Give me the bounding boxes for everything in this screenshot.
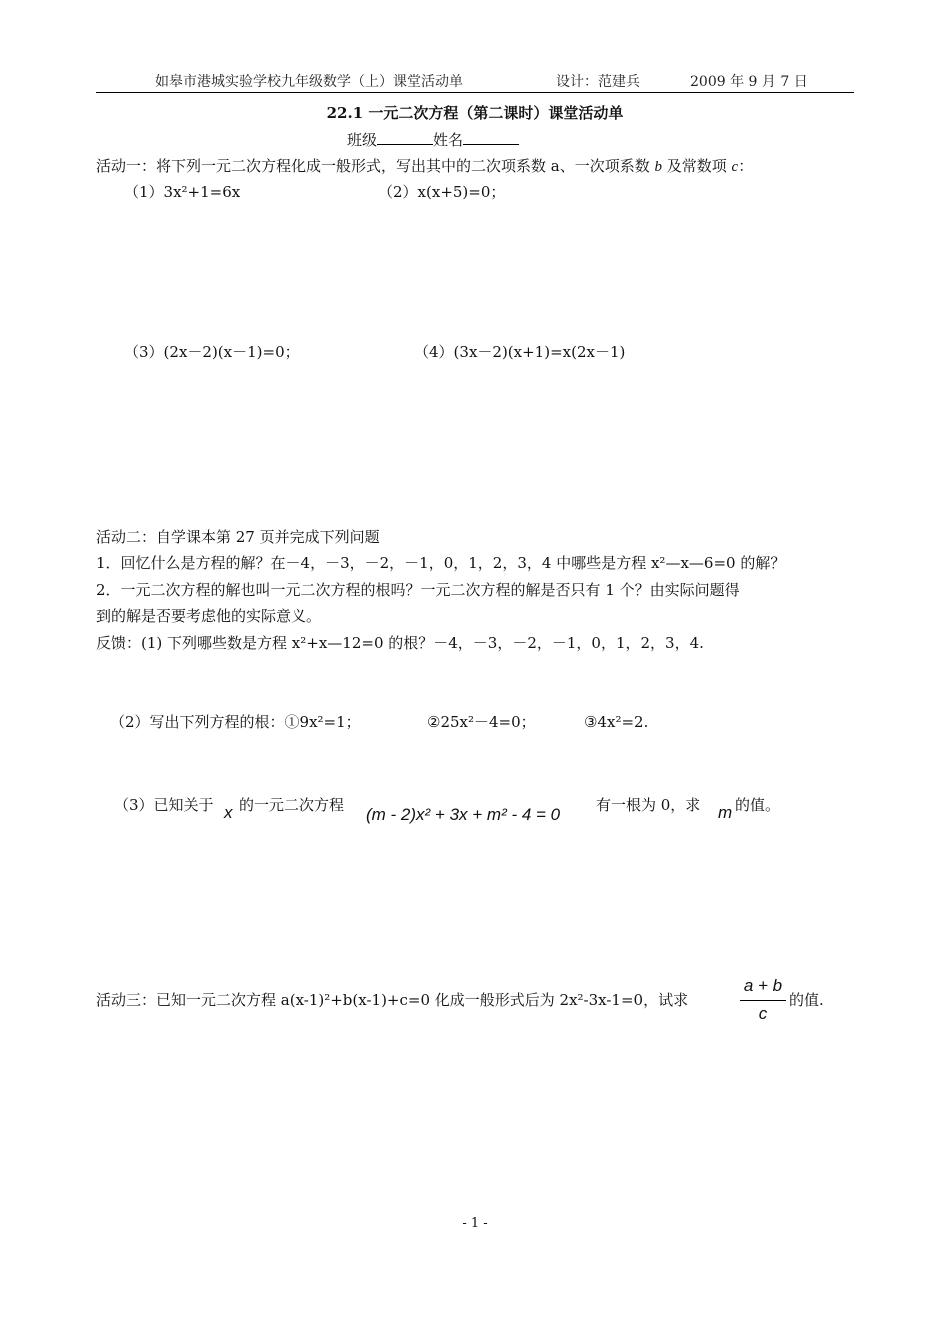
feedback-2-part-c: ③4x²=2. (584, 713, 649, 731)
feedback-3-var-x: x (224, 803, 233, 822)
fraction-denominator: c (758, 1004, 768, 1023)
class-blank (377, 130, 433, 145)
feedback-3-equation: (m - 2)x² + 3x + m² - 4 = 0 (366, 805, 561, 824)
activity1-prompt-text: 活动一：将下列一元二次方程化成一般形式，写出其中的二次项系数 a、一次项系数 (96, 157, 655, 175)
activity2-question-2-line2: 到的解是否要考虑他的实际意义。 (96, 607, 322, 625)
header-date: 2009 年 9 月 7 日 (690, 74, 808, 90)
activity3-text-end: 的值. (789, 991, 824, 1009)
name-label: 姓名 (433, 131, 464, 149)
activity1-item-4: （4）(3x－2)(x+1)=x(2x－1) (414, 343, 626, 361)
activity1-prompt-text-2: 及常数项 (661, 157, 732, 175)
class-name-line (347, 130, 519, 150)
page-title: 22.1 一元二次方程（第二课时）课堂活动单 (326, 104, 624, 122)
activity2-question-1: 1．回忆什么是方程的解？在－4，－3，－2，－1，0，1，2，3，4 中哪些是方程 x²—x—6=0 的解？ (96, 554, 786, 572)
activity2-question-2-line1: 2．一元二次方程的解也叫一元二次方程的根吗？一元二次方程的解是否只有 1 个？由实际问题得 (96, 581, 740, 599)
feedback-1: 反馈：(1) 下列哪些数是方程 x²+x—12=0 的根？－4，－3，－2，－1，0，1，2，3，4. (96, 634, 704, 652)
feedback-2-part-b: ②25x²－4=0； (427, 713, 536, 731)
feedback-3-part-a: （3）已知关于 (114, 796, 214, 814)
activity3-text: 活动三：已知一元二次方程 a(x-1)²+b(x-1)+c=0 化成一般形式后为 2x²-3x-1=0，试求 (96, 991, 689, 1009)
feedback-3-part-b: 的一元二次方程 (239, 796, 345, 814)
fraction-bar (740, 1000, 786, 1001)
header-rule (96, 92, 854, 93)
activity1-prompt (96, 156, 753, 177)
class-label: 班级 (347, 131, 378, 149)
page-number: - 1 - (462, 1216, 488, 1231)
feedback-3-part-d: 的值。 (735, 796, 781, 814)
header-school: 如皋市港城实验学校九年级数学（上）课堂活动单 (155, 74, 463, 90)
header-designer: 设计：范建兵 (556, 74, 640, 90)
name-blank (463, 130, 519, 145)
activity1-var-c: c (731, 159, 739, 175)
activity1-item-2: （2）x(x+5)=0； (378, 183, 506, 201)
feedback-3-part-c: 有一根为 0，求 (596, 796, 701, 814)
feedback-2-part-a: （2）写出下列方程的根：①9x²=1； (110, 713, 361, 731)
feedback-3-var-m: m (718, 803, 733, 822)
activity1-var-b: b (654, 159, 662, 175)
activity1-item-1: （1）3x²+1=6x (124, 183, 241, 201)
activity2-intro: 活动二：自学课本第 27 页并完成下列问题 (96, 528, 380, 546)
activity1-prompt-colon: ： (738, 157, 754, 175)
activity1-item-3: （3）(2x－2)(x－1)=0； (124, 343, 300, 361)
fraction-numerator: a + b (743, 976, 783, 995)
